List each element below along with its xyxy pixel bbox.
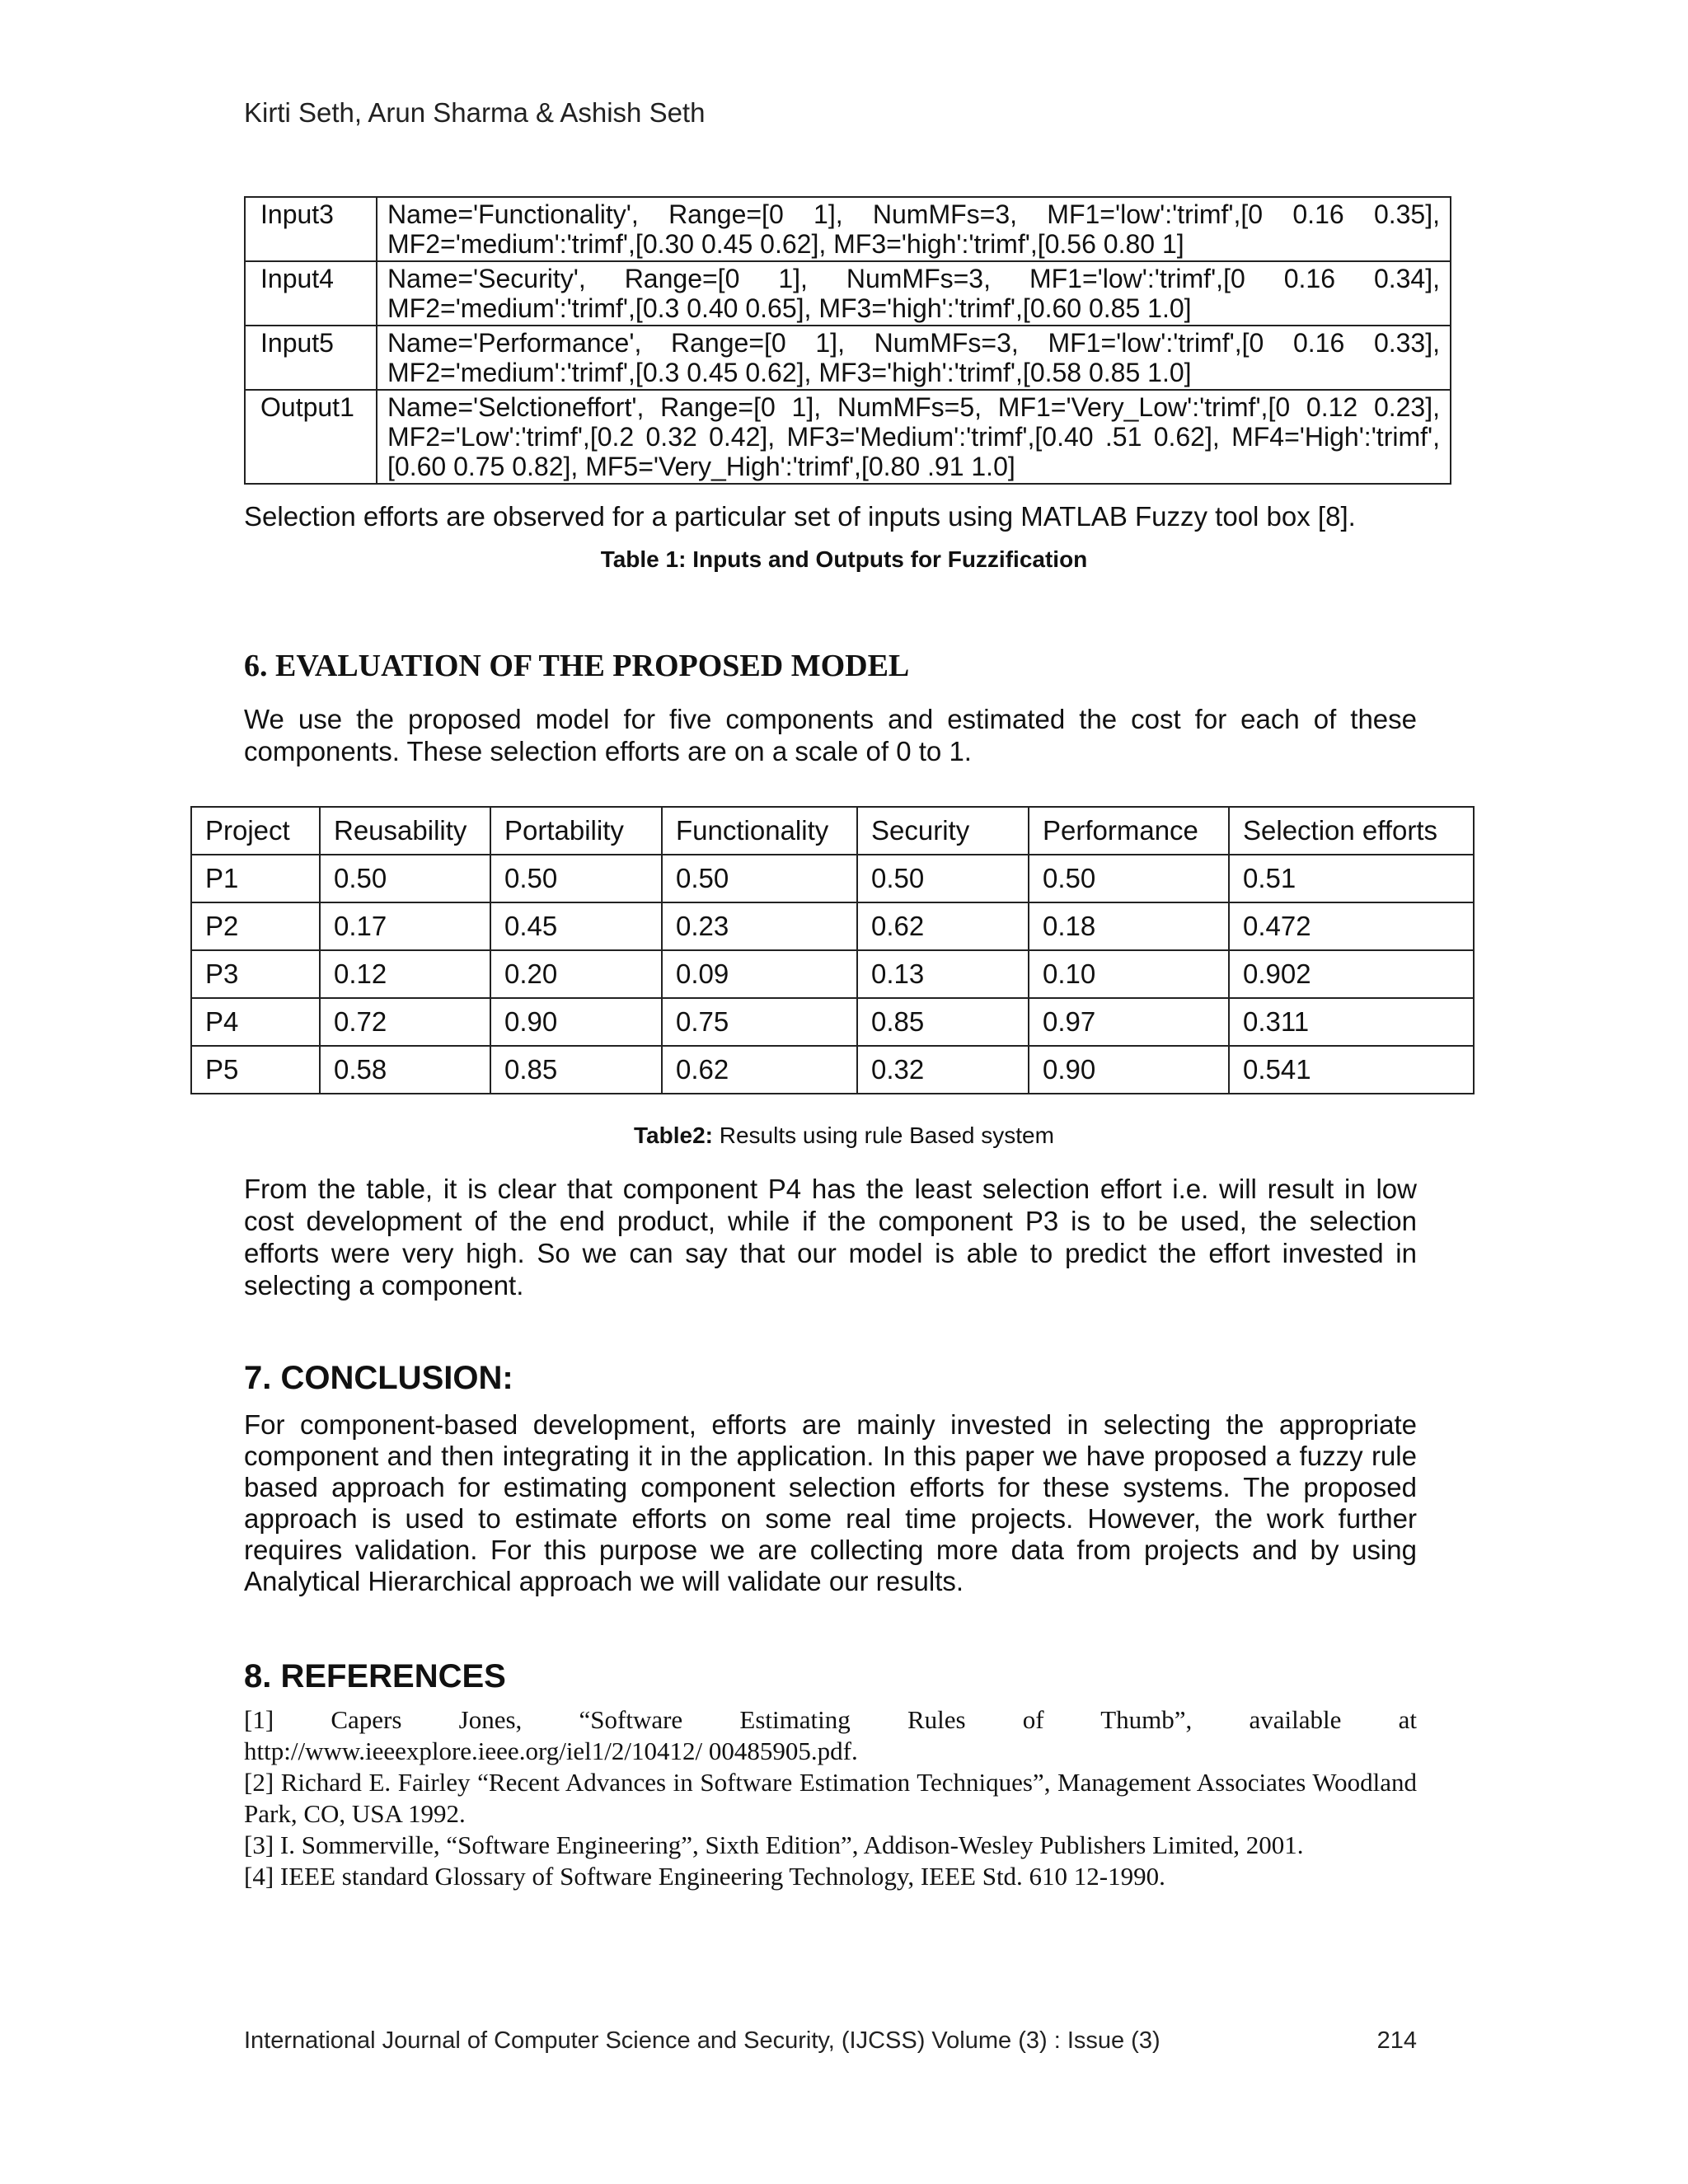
table-row [245,326,1451,390]
reference-item: [2] Richard E. Fairley “Recent Advances in Software Estimation Techniques”, Management Associates Woodland Park, CO, USA 1992. [244,1768,1417,1828]
table-cell: 0.50 [490,855,662,902]
table-cell: 0.18 [1029,902,1229,950]
table-cell: 0.90 [490,998,662,1046]
table2-caption-label: Table2: [634,1122,713,1148]
table-cell: P1 [191,855,320,902]
row-label: Input4 [245,261,377,326]
table-cell: 0.17 [320,902,490,950]
table-cell: 0.902 [1229,950,1474,998]
column-header: Reusability [320,807,490,855]
column-header: Performance [1029,807,1229,855]
table-cell: 0.20 [490,950,662,998]
page-footer [244,2027,1417,2055]
table-cell: 0.72 [320,998,490,1046]
table-cell: 0.13 [857,950,1029,998]
running-head: Kirti Seth, Arun Sharma & Ashish Seth [244,97,706,128]
section6-heading: 6. EVALUATION OF THE PROPOSED MODEL [244,649,910,683]
table-cell: 0.50 [662,855,857,902]
journal-name: International Journal of Computer Science and Security, (IJCSS) Volume (3) : Issue (3) [244,2027,1160,2054]
row-definition: Name='Security', Range=[0 1], NumMFs=3, MF1='low':'trimf',[0 0.16 0.34], MF2='medium':'trimf',[0.3 0.40 0.65], MF3='high':'trimf',[0.60 0.85 1.0] [377,261,1451,326]
table-cell: 0.85 [857,998,1029,1046]
row-label: Output1 [245,390,377,484]
column-header: Selection efforts [1229,807,1474,855]
row-definition: Name='Selctioneffort', Range=[0 1], NumMFs=5, MF1='Very_Low':'trimf',[0 0.12 0.23], MF2='Low':'trimf',[0.2 0.32 0.42], MF3='Medium':'trimf',[0.40 .51 0.62], MF4='High':'trimf',[0.60 0.75 0.82], MF5='Very_High':'trimf',[0.80 .91 1.0] [377,390,1451,484]
table-cell: P2 [191,902,320,950]
analysis-paragraph: From the table, it is clear that component P4 has the least selection effort i.e. will result in low cost development of the end product, while if the component P3 is to be used, the selection efforts were very high. So we can say that our model is able to predict the effort invested in selecting a component. [244,1174,1417,1301]
reference-item: [4] IEEE standard Glossary of Software Engineering Technology, IEEE Std. 610 12-1990. [244,1862,1165,1891]
table-row [245,390,1451,484]
table-cell: 0.472 [1229,902,1474,950]
column-header: Portability [490,807,662,855]
section7-heading: 7. CONCLUSION: [244,1360,513,1396]
table-cell: 0.32 [857,1046,1029,1094]
table-header-row [191,807,1474,855]
fuzzification-table [244,196,1451,485]
table-cell: 0.45 [490,902,662,950]
section6-paragraph: We use the proposed model for five components and estimated the cost for each of these components. These selection efforts are on a scale of 0 to 1. [244,704,1417,766]
table-cell: 0.50 [320,855,490,902]
table-row [191,855,1474,902]
table-cell: 0.50 [857,855,1029,902]
reference-list [244,1704,1417,1892]
table-cell: 0.12 [320,950,490,998]
table-cell: 0.90 [1029,1046,1229,1094]
row-label: Input3 [245,197,377,261]
table-cell: 0.50 [1029,855,1229,902]
table-cell: 0.62 [857,902,1029,950]
table-row [191,950,1474,998]
table1-note: Selection efforts are observed for a particular set of inputs using MATLAB Fuzzy tool box [8]. [244,501,1356,532]
table-cell: 0.311 [1229,998,1474,1046]
reference-item: [3] I. Sommerville, “Software Engineering”, Sixth Edition”, Addison-Wesley Publishers Limited, 2001. [244,1830,1304,1859]
row-label: Input5 [245,326,377,390]
table-cell: 0.62 [662,1046,857,1094]
table-cell: 0.51 [1229,855,1474,902]
table-cell: P3 [191,950,320,998]
results-table [190,806,1475,1094]
table-cell: 0.97 [1029,998,1229,1046]
table-row [245,197,1451,261]
column-header: Security [857,807,1029,855]
row-definition: Name='Performance', Range=[0 1], NumMFs=3, MF1='low':'trimf',[0 0.16 0.33], MF2='medium':'trimf',[0.3 0.45 0.62], MF3='high':'trimf',[0.58 0.85 1.0] [377,326,1451,390]
table-row [245,261,1451,326]
page-number: 214 [1376,2027,1417,2054]
reference-item: [1] Capers Jones, “Software Estimating Rules of Thumb”, available at http://www.ieeexplore.ieee.org/iel1/2/10412/ 00485905.pdf. [244,1705,1417,1765]
table-row [191,998,1474,1046]
table2-caption [0,1122,1688,1149]
row-definition: Name='Functionality', Range=[0 1], NumMFs=3, MF1='low':'trimf',[0 0.16 0.35], MF2='medium':'trimf',[0.30 0.45 0.62], MF3='high':'trimf',[0.56 0.80 1] [377,197,1451,261]
table-row [191,1046,1474,1094]
table1-caption: Table 1: Inputs and Outputs for Fuzzification [600,546,1088,572]
table-cell: 0.09 [662,950,857,998]
conclusion-paragraph: For component-based development, efforts are mainly invested in selecting the appropriate component and then integrating it in the application. In this paper we have proposed a fuzzy rule based approach for estimating component selection efforts for these systems. The proposed approach is used to estimate efforts on some real time projects. However, the work further requires validation. For this purpose we are collecting more data from projects and by using Analytical Hierarchical approach we will validate our results. [244,1409,1417,1596]
table-cell: 0.541 [1229,1046,1474,1094]
column-header: Functionality [662,807,857,855]
table-cell: 0.85 [490,1046,662,1094]
table2-caption-text: Results using rule Based system [712,1122,1054,1148]
table-cell: 0.23 [662,902,857,950]
table-cell: P4 [191,998,320,1046]
table-cell: 0.75 [662,998,857,1046]
table-cell: 0.58 [320,1046,490,1094]
section8-heading: 8. REFERENCES [244,1658,506,1694]
table-cell: 0.10 [1029,950,1229,998]
table-cell: P5 [191,1046,320,1094]
table-row [191,902,1474,950]
column-header: Project [191,807,320,855]
